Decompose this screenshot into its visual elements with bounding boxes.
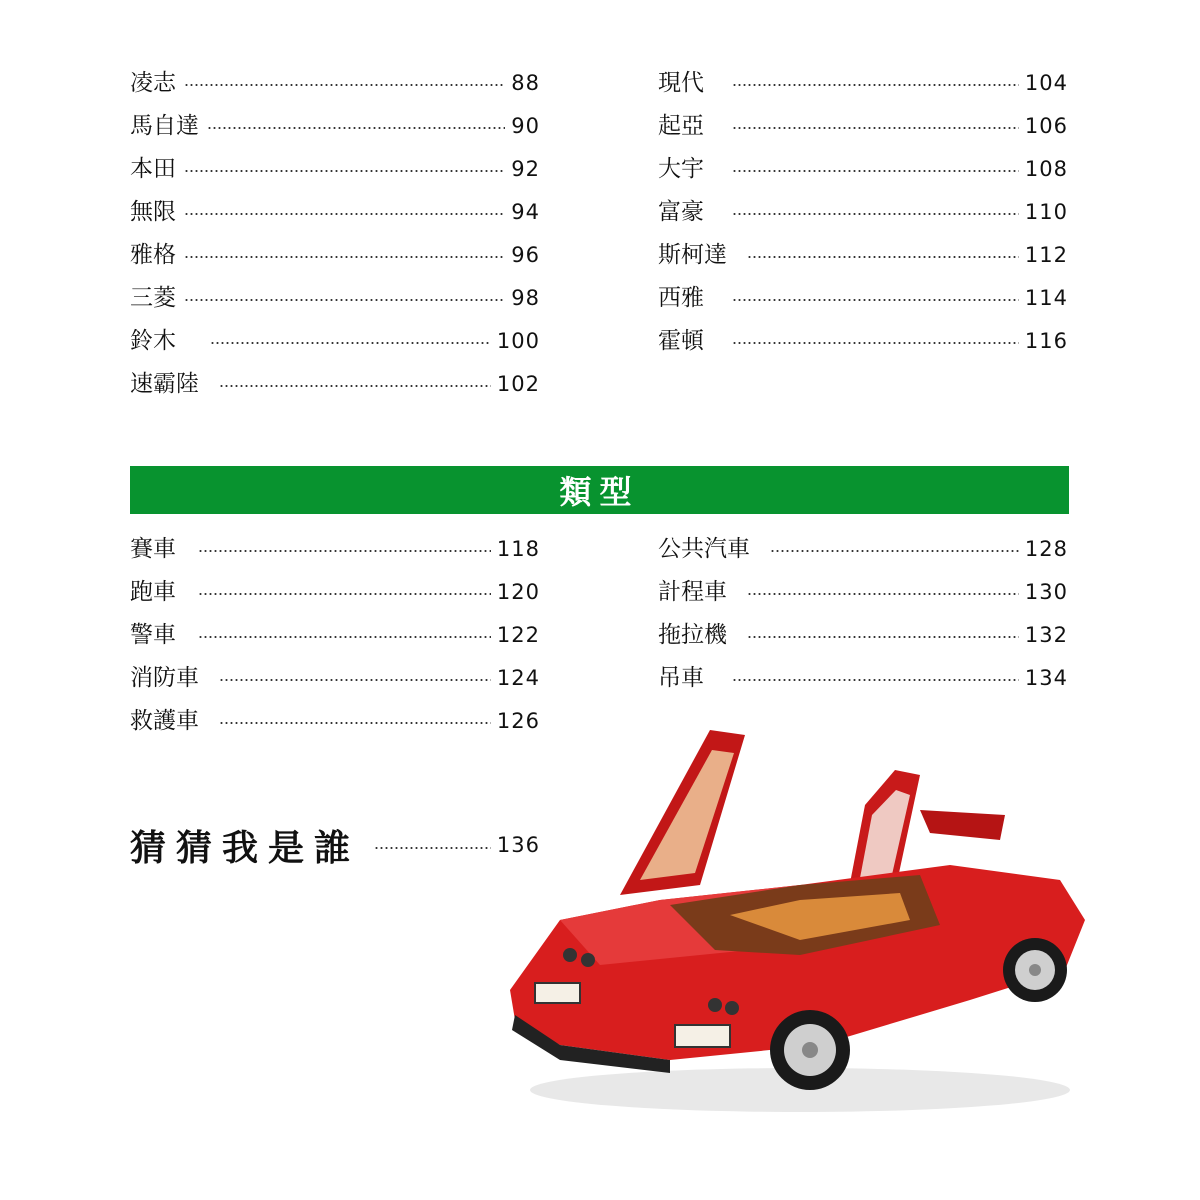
entry-page: 88: [511, 71, 540, 95]
leader-dots: [747, 593, 1019, 595]
leader-dots: [732, 213, 1019, 215]
entry-label: 馬自達: [130, 113, 199, 139]
leader-dots: [219, 385, 491, 387]
entry-page: 96: [511, 243, 540, 267]
toc-entry[interactable]: [658, 240, 1068, 270]
entry-label: 三菱: [130, 285, 176, 311]
leader-dots: [184, 170, 505, 172]
leader-dots: [732, 170, 1019, 172]
entry-label: 拖拉機: [658, 622, 727, 648]
entry-page: 104: [1024, 71, 1068, 95]
toc-entry[interactable]: [658, 577, 1068, 607]
toc-entry[interactable]: [658, 197, 1068, 227]
entry-label: 霍頓: [658, 328, 704, 354]
brands-right-column: [658, 68, 1068, 358]
entry-page: 94: [511, 200, 540, 224]
toc-entry[interactable]: [658, 154, 1068, 184]
entry-label: 西雅: [658, 285, 704, 311]
toc-entry[interactable]: [130, 283, 540, 313]
entry-label: 凌志: [130, 70, 176, 96]
toc-entry[interactable]: [130, 197, 540, 227]
brands-left-column: [130, 68, 540, 398]
leader-dots: [374, 847, 491, 849]
entry-page: 132: [1024, 623, 1068, 647]
leader-dots: [184, 84, 505, 86]
types-left-column: [130, 534, 540, 734]
toc-entry[interactable]: [130, 326, 540, 356]
entry-page: 114: [1024, 286, 1068, 310]
toc-entry[interactable]: [130, 706, 540, 736]
entry-page: 128: [1024, 537, 1068, 561]
leader-dots: [732, 299, 1019, 301]
entry-label: 雅格: [130, 242, 176, 268]
toc-entry[interactable]: [130, 154, 540, 184]
toc-entry[interactable]: [130, 620, 540, 650]
entry-label: 本田: [130, 156, 176, 182]
entry-label: 警車: [130, 622, 176, 648]
leader-dots: [198, 636, 491, 638]
toc-entry[interactable]: [658, 663, 1068, 693]
leader-dots: [732, 84, 1019, 86]
entry-label: 消防車: [130, 665, 199, 691]
quiz-entry[interactable]: [130, 820, 540, 870]
leader-dots: [184, 256, 505, 258]
toc-entry[interactable]: [130, 68, 540, 98]
entry-label: 大宇: [658, 156, 704, 182]
leader-dots: [747, 256, 1019, 258]
toc-entry[interactable]: [130, 111, 540, 141]
toc-entry[interactable]: [130, 534, 540, 564]
entry-label: 鈴木: [130, 328, 176, 354]
leader-dots: [219, 722, 491, 724]
entry-page: 98: [511, 286, 540, 310]
section-title: 類型: [559, 473, 640, 511]
entry-page: 102: [496, 372, 540, 396]
entry-page: 130: [1024, 580, 1068, 604]
toc-entry[interactable]: [658, 283, 1068, 313]
entry-label: 起亞: [658, 113, 704, 139]
entry-page: 120: [496, 580, 540, 604]
section-banner: [130, 466, 1069, 514]
leader-dots: [210, 342, 491, 344]
leader-dots: [198, 550, 491, 552]
entry-page: 108: [1024, 157, 1068, 181]
toc-entry[interactable]: [130, 577, 540, 607]
leader-dots: [732, 342, 1019, 344]
toc-entry[interactable]: [130, 663, 540, 693]
entry-label: 賽車: [130, 536, 176, 562]
leader-dots: [184, 213, 505, 215]
entry-page: 110: [1024, 200, 1068, 224]
entry-label: 救護車: [130, 708, 199, 734]
leader-dots: [184, 299, 505, 301]
entry-label: 公共汽車: [658, 536, 750, 562]
entry-label: 斯柯達: [658, 242, 727, 268]
entry-page: 116: [1024, 329, 1068, 353]
entry-page: 118: [496, 537, 540, 561]
entry-label: 跑車: [130, 579, 176, 605]
entry-page: 122: [496, 623, 540, 647]
leader-dots: [732, 679, 1019, 681]
entry-page: 92: [511, 157, 540, 181]
entry-label: 速霸陸: [130, 371, 199, 397]
entry-page: 126: [496, 709, 540, 733]
entry-label: 現代: [658, 70, 704, 96]
entry-page: 124: [496, 666, 540, 690]
quiz-label: 猜猜我是誰: [130, 827, 361, 869]
entry-label: 富豪: [658, 199, 704, 225]
red-sports-car-icon: [500, 715, 1100, 1135]
leader-dots: [198, 593, 491, 595]
types-right-column: [658, 534, 1068, 694]
leader-dots: [770, 550, 1019, 552]
toc-entry[interactable]: [658, 111, 1068, 141]
toc-entry[interactable]: [130, 369, 540, 399]
entry-page: 100: [496, 329, 540, 353]
leader-dots: [732, 127, 1019, 129]
leader-dots: [747, 636, 1019, 638]
entry-page: 106: [1024, 114, 1068, 138]
leader-dots: [219, 679, 491, 681]
toc-entry[interactable]: [658, 68, 1068, 98]
entry-page: 134: [1024, 666, 1068, 690]
toc-entry[interactable]: [658, 326, 1068, 356]
leader-dots: [207, 127, 505, 129]
entry-label: 計程車: [658, 579, 727, 605]
entry-label: 無限: [130, 199, 176, 225]
toc-entry[interactable]: [130, 240, 540, 270]
entry-page: 90: [511, 114, 540, 138]
quiz-page: 136: [496, 833, 540, 857]
entry-page: 112: [1024, 243, 1068, 267]
toc-entry[interactable]: [658, 620, 1068, 650]
entry-label: 吊車: [658, 665, 704, 691]
toc-entry[interactable]: [658, 534, 1068, 564]
